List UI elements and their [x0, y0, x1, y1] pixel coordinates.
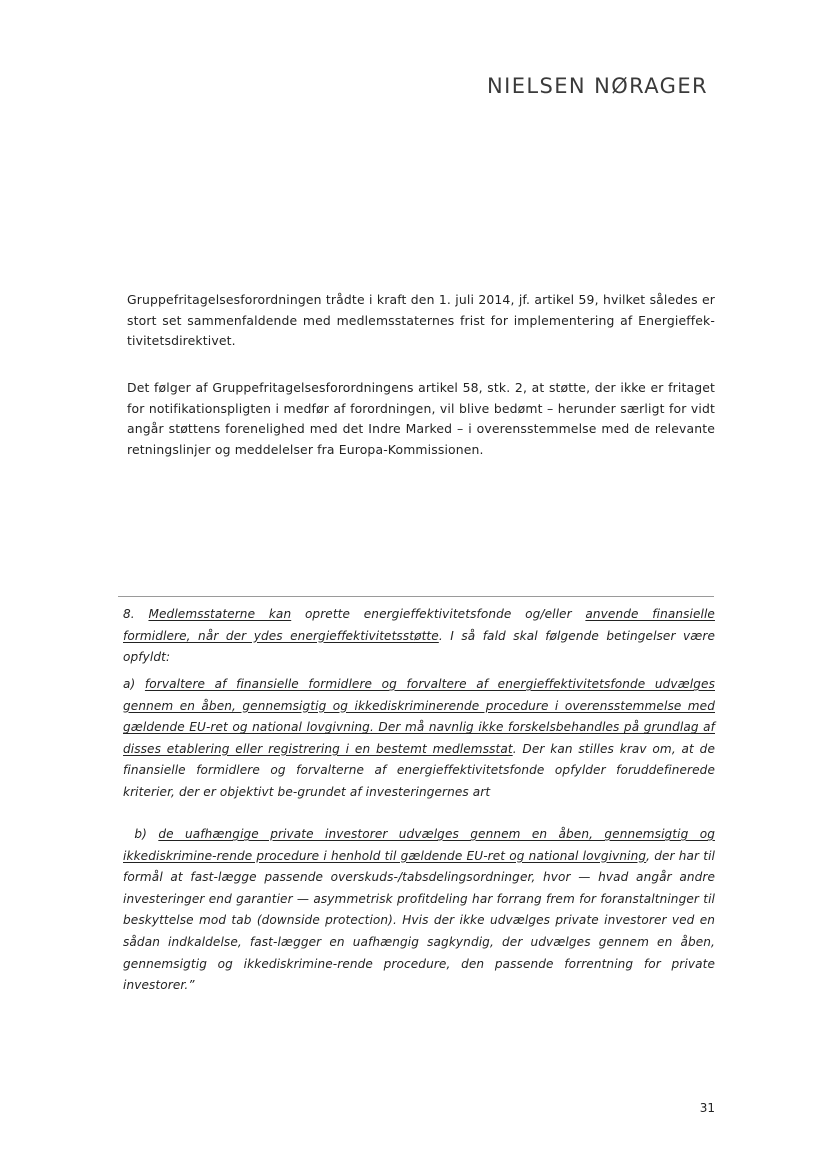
quote-item-8 — [123, 604, 715, 669]
quote-text: . I så fald skal følgende betingelser være opfyldt: — [123, 628, 715, 665]
body-paragraph-2: Det følger af Gruppefritagelsesforordningens artikel 58, stk. 2, at støtte, der ikke er fritaget for notifikationspligten i medfør af forordningen, vil blive bedømt – herunder særligt for vidt angår støttens forenelighed med det Indre Marked – i overensstemmelse med de relevante retningslinjer og meddelelser fra Europa-Kommissionen. — [127, 380, 715, 457]
quote-text: oprette energieffektivitetsfonde og/eller — [304, 607, 572, 621]
item-label: b) — [134, 827, 147, 841]
underlined-text: anvende finansielle formidlere, når der ydes energieffektivitetsstøtte — [123, 607, 715, 643]
item-label: a) — [123, 677, 136, 691]
underlined-text: de uafhængige private investorer udvælges gennem en åben, gennemsigtig og ikkediskrimine-rende procedure i henhold til gældende EU-ret og national lovgivning — [123, 827, 716, 863]
quote-item-b — [123, 824, 715, 997]
item-number: 8. — [123, 607, 135, 621]
brand-logo-text: NIELSEN NØRAGER — [487, 74, 708, 98]
quote-item-a — [123, 674, 715, 804]
quote-text: , der har til formål at fast-lægge passende overskuds-/tabsdelingsordninger, hvor — hvad angår andre investeringer end garantier — asymmetrisk profitdeling har forrang frem for foranstaltninger til beskyttelse mod tab (downside protection). Hvis der ikke udvælges private investorer ved en sådan indkaldelse, fast-lægger en uafhængig sagkyndig, der udvælges gennem en åben, gennemsigtig og ikkediskrimine-rende procedure, den passende forrentning for private investorer.” — [123, 848, 715, 993]
underlined-text: forvaltere af finansielle formidlere og forvaltere af energieffektivitetsfonde udvælges gennem en åben, gennemsigtig og ikkediskriminerende procedure i overensstemmelse med gældende EU-ret og national lovgivning. Der må navnlig ikke forskelsbehandles på grundlag af disses etablering eller registrering i en bestemt medlemsstat — [123, 677, 715, 756]
body-paragraph-1: Gruppefritagelsesforordningen trådte i kraft den 1. juli 2014, jf. artikel 59, hvilket således er stort set sammenfaldende med medlemsstaternes frist for implementering af Energieffek-tivitetsdirektivet. — [127, 292, 715, 349]
page-number: 31 — [699, 1101, 715, 1115]
underlined-text: Medlemsstaterne kan — [148, 607, 292, 621]
section-divider — [118, 596, 714, 597]
quote-text: . Der kan stilles krav om, at de finansielle formidlere og forvalterne af energieffektivitetsfonde opfylder foruddefinerede kriterier, der er objektivt be-grundet af investeringernes art — [123, 741, 715, 799]
